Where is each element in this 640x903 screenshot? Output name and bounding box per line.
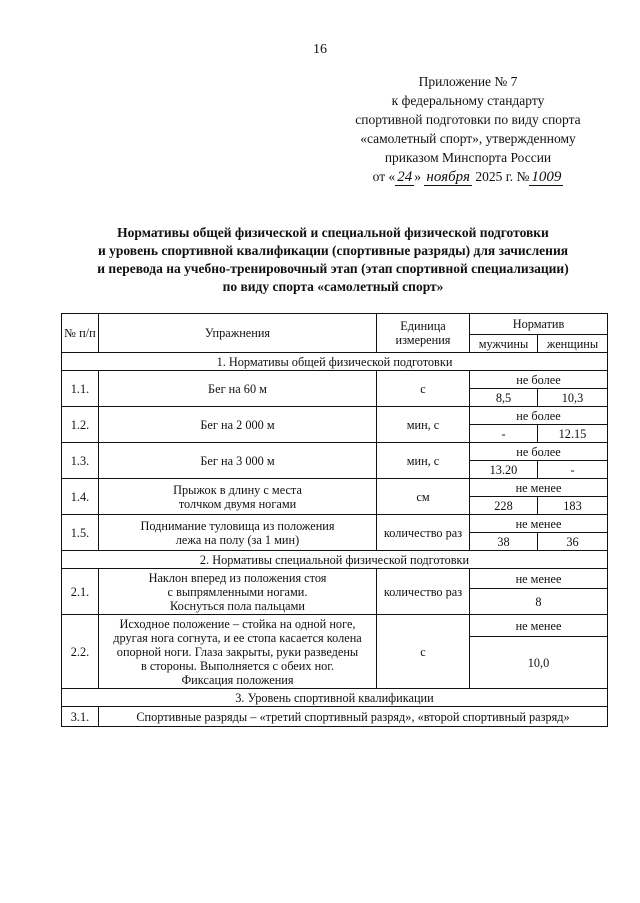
- row-num: 1.5.: [62, 515, 99, 551]
- order-number: 1009: [531, 169, 562, 185]
- table-row: [62, 707, 608, 727]
- table-row: [62, 443, 608, 461]
- women-value: 10,3: [538, 389, 608, 407]
- common-value: 8: [470, 589, 608, 615]
- section-row: [62, 689, 608, 707]
- appendix-line: к федеральному стандарту: [391, 93, 545, 108]
- header-exercise: Упражнения: [99, 314, 377, 353]
- table-row: [62, 407, 608, 425]
- row-qualifier: не менее: [470, 515, 608, 533]
- section-row: [62, 353, 608, 371]
- header-women: женщины: [538, 335, 608, 353]
- row-num: 1.3.: [62, 443, 99, 479]
- row-unit: см: [377, 479, 470, 515]
- section-title: 1. Нормативы общей физической подготовки: [62, 353, 608, 371]
- exercise-line: в стороны. Выполняется с обеих ног.: [140, 658, 335, 673]
- date-mid: »: [414, 169, 422, 184]
- row-unit: с: [377, 615, 470, 689]
- row-exercise: [99, 515, 377, 551]
- row-exercise: [99, 615, 377, 689]
- row-exercise: [99, 569, 377, 615]
- order-date-line: [318, 167, 618, 187]
- exercise-line: Фиксация положения: [181, 672, 294, 687]
- appendix-block: [318, 72, 618, 187]
- men-value: 38: [470, 533, 538, 551]
- appendix-title: Приложение № 7: [418, 74, 518, 89]
- row-num: 2.1.: [62, 569, 99, 615]
- row-qualifier: не более: [470, 407, 608, 425]
- men-value: 13.20: [470, 461, 538, 479]
- section-title: 3. Уровень спортивной квалификации: [62, 689, 608, 707]
- women-value: -: [538, 461, 608, 479]
- document-title: [60, 224, 606, 296]
- table-row: [62, 515, 608, 533]
- header-row: [62, 314, 608, 335]
- exercise-line: Коснуться пола пальцами: [170, 598, 305, 613]
- women-value: 183: [538, 497, 608, 515]
- order-day: 24: [397, 169, 413, 185]
- row-qualifier: не более: [470, 371, 608, 389]
- order-year: 2025 г. №: [475, 169, 530, 184]
- row-exercise: Бег на 3 000 м: [99, 443, 377, 479]
- header-norm: Норматив: [470, 314, 608, 335]
- women-value: 12.15: [538, 425, 608, 443]
- exercise-line: Поднимание туловища из положения: [140, 518, 335, 533]
- row-unit: с: [377, 371, 470, 407]
- norms-table: [61, 313, 608, 727]
- row-num: 1.4.: [62, 479, 99, 515]
- row-qualifier: не менее: [470, 569, 608, 589]
- row-exercise: Бег на 2 000 м: [99, 407, 377, 443]
- exercise-line: с выпрямленными ногами.: [167, 584, 308, 599]
- section-title: 2. Нормативы специальной физической подготовки: [62, 551, 608, 569]
- row-qualifier: не более: [470, 443, 608, 461]
- row-exercise: Бег на 60 м: [99, 371, 377, 407]
- exercise-line: опорной ноги. Глаза закрыты, руки разведены: [116, 644, 359, 659]
- table-row: [62, 569, 608, 589]
- table-row: [62, 479, 608, 497]
- row-unit: мин, с: [377, 407, 470, 443]
- exercise-line: лежа на полу (за 1 мин): [175, 532, 300, 547]
- women-value: 36: [538, 533, 608, 551]
- row-unit: количество раз: [377, 515, 470, 551]
- appendix-line: приказом Минспорта России: [384, 150, 552, 165]
- section-row: [62, 551, 608, 569]
- common-value: 10,0: [470, 637, 608, 689]
- page-number: 16: [313, 42, 327, 57]
- order-month: ноября: [426, 169, 470, 185]
- header-men: мужчины: [470, 335, 538, 353]
- men-value: -: [470, 425, 538, 443]
- header-unit: Единица измерения: [377, 314, 470, 353]
- title-line: и уровень спортивной квалификации (спортивные разряды) для зачисления: [97, 243, 569, 258]
- exercise-line: Исходное положение – стойка на одной ноге,: [119, 616, 356, 631]
- men-value: 8,5: [470, 389, 538, 407]
- appendix-line: спортивной подготовки по виду спорта: [355, 112, 581, 127]
- header-num: № п/п: [62, 314, 99, 353]
- qualification-text: Спортивные разряды – «третий спортивный разряд», «второй спортивный разряд»: [99, 707, 608, 727]
- table-row: [62, 615, 608, 637]
- title-line: и перевода на учебно-тренировочный этап (этап спортивной специализации): [97, 261, 569, 276]
- row-qualifier: не менее: [470, 479, 608, 497]
- title-line: Нормативы общей физической и специальной физической подготовки: [117, 225, 549, 240]
- exercise-line: другая нога согнута, и ее стопа касается колена: [113, 630, 362, 645]
- row-num: 2.2.: [62, 615, 99, 689]
- exercise-line: толчком двумя ногами: [178, 496, 297, 511]
- exercise-line: Прыжок в длину с места: [173, 482, 302, 497]
- appendix-line: «самолетный спорт», утвержденному: [360, 131, 576, 146]
- row-num: 1.1.: [62, 371, 99, 407]
- men-value: 228: [470, 497, 538, 515]
- date-prefix: от «: [372, 169, 396, 184]
- row-qualifier: не менее: [470, 615, 608, 637]
- row-unit: количество раз: [377, 569, 470, 615]
- table-row: [62, 371, 608, 389]
- exercise-line: Наклон вперед из положения стоя: [148, 570, 327, 585]
- row-unit: мин, с: [377, 443, 470, 479]
- row-num: 1.2.: [62, 407, 99, 443]
- row-num: 3.1.: [62, 707, 99, 727]
- row-exercise: [99, 479, 377, 515]
- title-line: по виду спорта «самолетный спорт»: [222, 279, 444, 294]
